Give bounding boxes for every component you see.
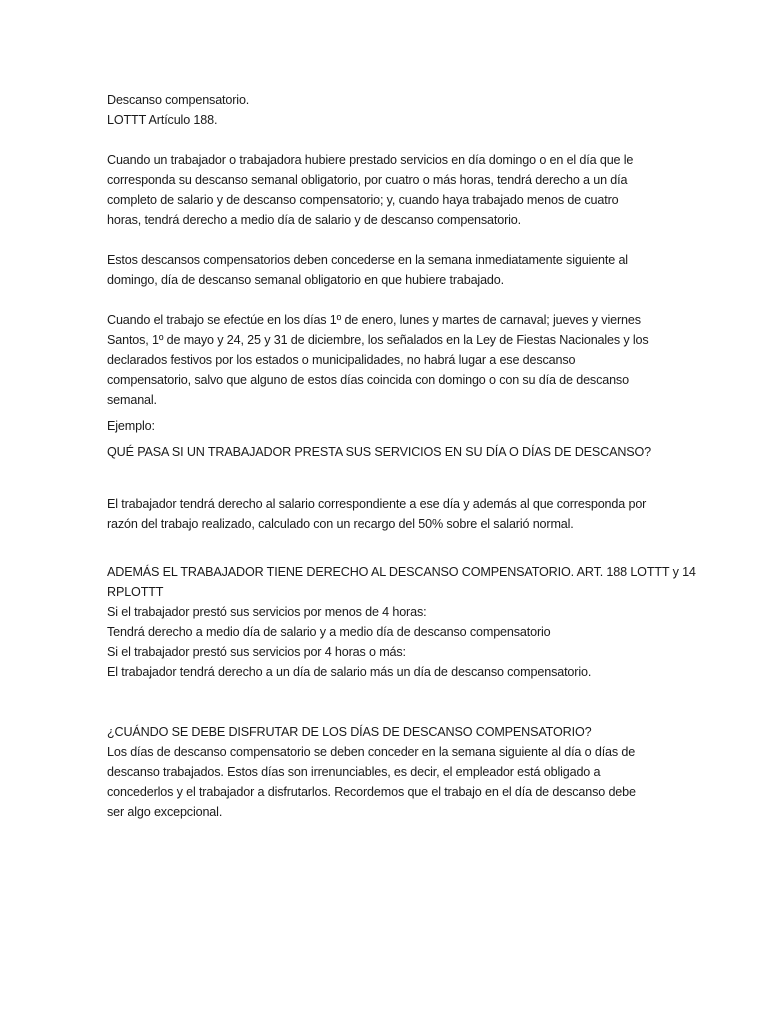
paragraph-line: Santos, 1º de mayo y 24, 25 y 31 de diciembre, los señalados en la Ley de Fiestas Nacionales y los: [107, 333, 649, 347]
paragraph-line: domingo, día de descanso semanal obligatorio en que hubiere trabajado.: [107, 273, 504, 287]
paragraph-line: Si el trabajador prestó sus servicios por 4 horas o más:: [107, 645, 406, 659]
paragraph-line: ¿CUÁNDO SE DEBE DISFRUTAR DE LOS DÍAS DE DESCANSO COMPENSATORIO?: [107, 725, 592, 739]
paragraph-line: horas, tendrá derecho a medio día de salario y de descanso compensatorio.: [107, 213, 521, 227]
paragraph-line: Cuando un trabajador o trabajadora hubiere prestado servicios en día domingo o en el día que le: [107, 153, 634, 167]
paragraph-line: concederlos y el trabajador a disfrutarlos. Recordemos que el trabajo en el día de descanso debe: [107, 785, 636, 799]
paragraph-line: Estos descansos compensatorios deben concederse en la semana inmediatamente siguiente al: [107, 253, 628, 267]
document-body: [107, 90, 696, 822]
paragraph-line: compensatorio, salvo que alguno de estos días coincida con domingo o con su día de descanso: [107, 373, 629, 387]
paragraph-concession: [107, 250, 667, 290]
paragraph-line: razón del trabajo realizado, calculado con un recargo del 50% sobre el salarió normal.: [107, 517, 574, 531]
paragraph-holidays: [107, 310, 667, 410]
ejemplo-label: [107, 416, 667, 436]
paragraph-line: semanal.: [107, 393, 157, 407]
paragraph-when-to-enjoy: [107, 722, 667, 822]
paragraph-line: Cuando el trabajo se efectúe en los días 1º de enero, lunes y martes de carnaval; jueves y viernes: [107, 313, 641, 327]
question-text: QUÉ PASA SI UN TRABAJADOR PRESTA SUS SERVICIOS EN SU DÍA O DÍAS DE DESCANSO?: [107, 445, 652, 459]
paragraph-line: Los días de descanso compensatorio se deben conceder en la semana siguiente al día o días de: [107, 745, 636, 759]
paragraph-line: El trabajador tendrá derecho a un día de salario más un día de descanso compensatorio.: [107, 665, 592, 679]
paragraph-line: RPLOTTT: [107, 585, 164, 599]
paragraph-line: Si el trabajador prestó sus servicios por menos de 4 horas:: [107, 605, 427, 619]
document-heading: [107, 90, 667, 130]
question-heading: [107, 442, 667, 462]
heading-line: Descanso compensatorio.: [107, 93, 250, 107]
paragraph-line: El trabajador tendrá derecho al salario correspondiente a ese día y además al que corresponda por: [107, 497, 647, 511]
ejemplo-text: Ejemplo:: [107, 419, 155, 433]
paragraph-additional-rights: [107, 562, 696, 682]
paragraph-line: Tendrá derecho a medio día de salario y a medio día de descanso compensatorio: [107, 625, 551, 639]
paragraph-article-text: [107, 150, 667, 230]
paragraph-line: declarados festivos por los estados o municipalidades, no habrá lugar a ese descanso: [107, 353, 576, 367]
heading-line: LOTTT Artículo 188.: [107, 113, 218, 127]
paragraph-line: ADEMÁS EL TRABAJADOR TIENE DERECHO AL DESCANSO COMPENSATORIO. ART. 188 LOTTT y 14: [107, 565, 696, 579]
paragraph-line: completo de salario y de descanso compensatorio; y, cuando haya trabajado menos de cuatro: [107, 193, 619, 207]
paragraph-line: descanso trabajados. Estos días son irrenunciables, es decir, el empleador está obligado a: [107, 765, 601, 779]
paragraph-answer: [107, 494, 667, 534]
paragraph-line: corresponda su descanso semanal obligatorio, por cuatro o más horas, tendrá derecho a un día: [107, 173, 628, 187]
paragraph-line: ser algo excepcional.: [107, 805, 223, 819]
